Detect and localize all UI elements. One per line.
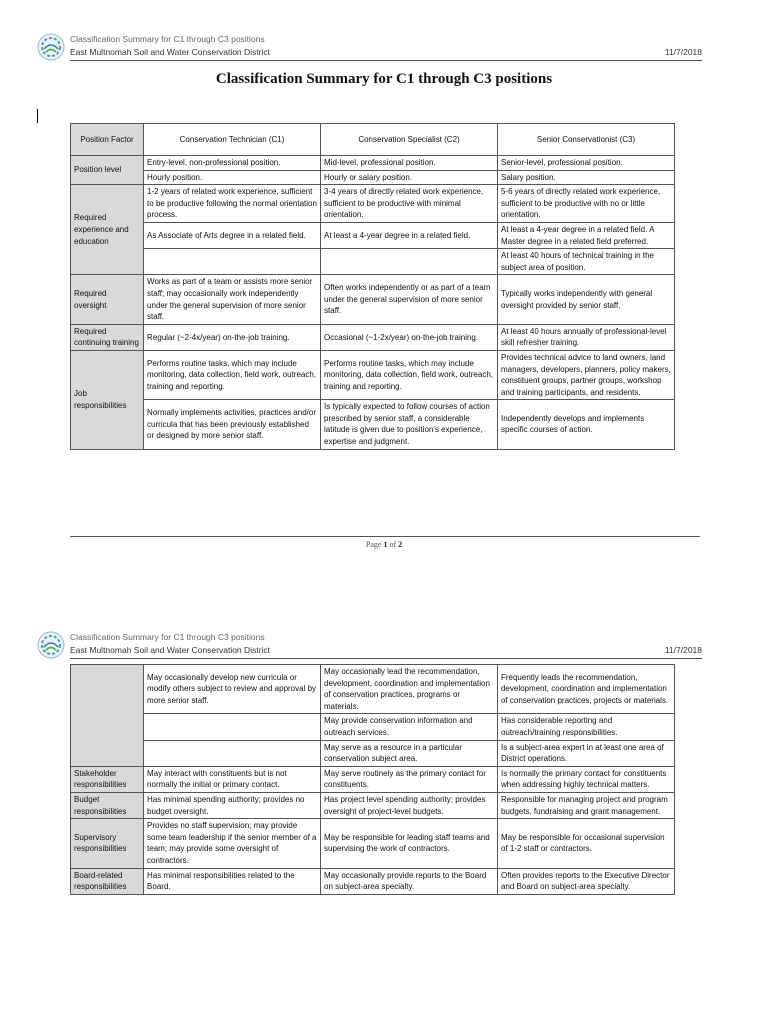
footer-rule — [70, 536, 700, 537]
table-row — [71, 222, 675, 248]
position-factor-cell: Required experience and education — [71, 185, 144, 275]
table-cell-c3: Frequently leads the recommendation, development, coordination and implementation of conservation practices, projects or materials. — [497, 665, 674, 714]
table-cell-c2: At least a 4-year degree in a related field. — [321, 222, 498, 248]
table-cell-c3: Salary position. — [497, 170, 674, 185]
table-row — [71, 350, 675, 399]
classification-table — [70, 123, 675, 450]
header-rule — [70, 60, 702, 61]
table-cell-c2: Performs routine tasks, which may include monitoring, data collection, field work, outreach, training and reporting. — [321, 350, 498, 399]
footer-of-word: of — [389, 540, 397, 549]
table-cell-c3: Is normally the primary contact for constituents when addressing highly technical matters. — [497, 766, 674, 792]
table-cell-c3: Has considerable reporting and outreach/training responsibilities. — [497, 714, 674, 740]
text-cursor — [37, 109, 38, 123]
table-cell-c3: At least 40 hours annually of professional-level skill refresher training. — [497, 324, 674, 350]
table-row — [71, 324, 675, 350]
header-organization: East Multnomah Soil and Water Conservation District — [70, 645, 270, 655]
header-title: Classification Summary for C1 through C3 positions — [70, 34, 265, 44]
document-title: Classification Summary for C1 through C3 positions — [215, 71, 553, 87]
column-header-c3: Senior Conservationist (C3) — [497, 124, 674, 156]
table-cell-c1: Has minimal responsibilities related to the Board. — [144, 868, 321, 894]
position-factor-cell — [71, 665, 144, 767]
footer-page-total: 2 — [398, 540, 403, 549]
table-cell-c3: At least 40 hours of technical training in the subject area of position. — [497, 249, 674, 275]
table-cell-c2: Is typically expected to follow courses of action prescribed by senior staff, a considerable latitude is given due to position's experience, expertise and judgment. — [321, 400, 498, 449]
classification-table-continued — [70, 664, 675, 895]
table-cell-c3: Often provides reports to the Executive Director and Board on subject-area specialty. — [497, 868, 674, 894]
table-cell-c1 — [144, 740, 321, 766]
table-row — [71, 156, 675, 171]
table-cell-c2: May serve routinely as the primary contact for constituents. — [321, 766, 498, 792]
position-factor-cell: Budget responsibilities — [71, 792, 144, 818]
table-cell-c3: May be responsible for occasional supervision of 1-2 staff or contractors. — [497, 819, 674, 868]
table-cell-c2: May serve as a resource in a particular conservation subject area. — [321, 740, 498, 766]
table-cell-c2: Mid-level, professional position. — [321, 156, 498, 171]
table-cell-c2: May occasionally lead the recommendation, development, coordination and implementation of conservation practices, programs or materials. — [321, 665, 498, 714]
header-date: 11/7/2018 — [664, 645, 702, 655]
position-factor-cell: Supervisory responsibilities — [71, 819, 144, 868]
table-cell-c2: May provide conservation information and outreach services. — [321, 714, 498, 740]
table-cell-c1: May occasionally develop new curricula or modify others subject to review and approval by more senior staff. — [144, 665, 321, 714]
footer-page-word: Page — [365, 540, 382, 549]
table-cell-c3: 5-6 years of directly related work experience, sufficient to be productive with no or little orientation. — [497, 185, 674, 223]
table-cell-c1 — [144, 714, 321, 740]
table-cell-c1: Provides no staff supervision; may provide some team leadership if the senior member of a team; may provide some oversight of contractors. — [144, 819, 321, 868]
table-row — [71, 868, 675, 894]
table-cell-c2: May be responsible for leading staff teams and supervising the work of contractors. — [321, 819, 498, 868]
page-footer — [0, 540, 768, 549]
header-date: 11/7/2018 — [664, 47, 702, 57]
table-row — [71, 740, 675, 766]
table-row — [71, 714, 675, 740]
position-factor-cell: Board-related responsibilities — [71, 868, 144, 894]
table-row — [71, 819, 675, 868]
table-cell-c1 — [144, 249, 321, 275]
table-cell-c1: 1-2 years of related work experience, sufficient to be productive following the normal orientation process. — [144, 185, 321, 223]
table-row — [71, 766, 675, 792]
header-rule — [70, 658, 702, 659]
table-cell-c1: Regular (~2-4x/year) on-the-job training. — [144, 324, 321, 350]
table-cell-c2: Occasional (~1-2x/year) on-the-job training. — [321, 324, 498, 350]
table-cell-c2: Often works independently or as part of a team under the general supervision of more senior staff. — [321, 275, 498, 324]
table-row — [71, 665, 675, 714]
table-row — [71, 275, 675, 324]
table-row — [71, 185, 675, 223]
district-logo-icon — [37, 33, 65, 61]
table-cell-c2: Hourly or salary position. — [321, 170, 498, 185]
table-cell-c3: Is a subject-area expert in at least one area of District operations. — [497, 740, 674, 766]
table-row — [71, 170, 675, 185]
position-factor-cell: Position level — [71, 156, 144, 185]
table-cell-c1: May interact with constituents but is not normally the initial or primary contact. — [144, 766, 321, 792]
table-cell-c2: Has project level spending authority; provides oversight of project-level budgets. — [321, 792, 498, 818]
table-cell-c1: Performs routine tasks, which may include monitoring, data collection, field work, outreach, training and reporting. — [144, 350, 321, 399]
position-factor-cell: Required continuing training — [71, 324, 144, 350]
table-cell-c1: Entry-level, non-professional position. — [144, 156, 321, 171]
position-factor-cell: Stakeholder responsibilities — [71, 766, 144, 792]
page-header — [37, 631, 702, 661]
district-logo-icon — [37, 631, 65, 659]
table-cell-c1: Hourly position. — [144, 170, 321, 185]
table-row — [71, 400, 675, 449]
header-title: Classification Summary for C1 through C3 positions — [70, 632, 265, 642]
table-cell-c1: Works as part of a team or assists more senior staff; may occasionally work independently under the general supervision of more senior staff. — [144, 275, 321, 324]
column-header-c2: Conservation Specialist (C2) — [321, 124, 498, 156]
column-header-position-factor: Position Factor — [71, 124, 144, 156]
column-header-c1: Conservation Technician (C1) — [144, 124, 321, 156]
position-factor-cell: Required oversight — [71, 275, 144, 324]
page-2 — [0, 620, 768, 1024]
table-cell-c3: Senior-level, professional position. — [497, 156, 674, 171]
page-header — [37, 33, 702, 63]
header-organization: East Multnomah Soil and Water Conservation District — [70, 47, 270, 57]
table-cell-c3: Typically works independently with general oversight provided by senior staff. — [497, 275, 674, 324]
table-cell-c3: Responsible for managing project and program budgets, fundraising and grant management. — [497, 792, 674, 818]
table-cell-c3: At least a 4-year degree in a related field. A Master degree in a related field preferred. — [497, 222, 674, 248]
table-row — [71, 792, 675, 818]
footer-page-number: 1 — [383, 540, 388, 549]
table-cell-c1: Has minimal spending authority; provides no budget oversight. — [144, 792, 321, 818]
table-row — [71, 249, 675, 275]
table-cell-c2: 3-4 years of directly related work experience, sufficient to be productive with minimal orientation. — [321, 185, 498, 223]
table-cell-c1: Normally implements activities, practices and/or curricula that has been previously established or designed by more senior staff. — [144, 400, 321, 449]
table-cell-c2: May occasionally provide reports to the Board on subject-area specialty. — [321, 868, 498, 894]
position-factor-cell: Job responsibilities — [71, 350, 144, 449]
table-header-row — [71, 124, 675, 156]
table-cell-c3: Provides technical advice to land owners, land managers, developers, planners, policy makers, constituent groups, partner groups, workshop and training participants, and residents. — [497, 350, 674, 399]
table-cell-c1: As Associate of Arts degree in a related field. — [144, 222, 321, 248]
table-cell-c3: Independently develops and implements specific courses of action. — [497, 400, 674, 449]
table-cell-c2 — [321, 249, 498, 275]
